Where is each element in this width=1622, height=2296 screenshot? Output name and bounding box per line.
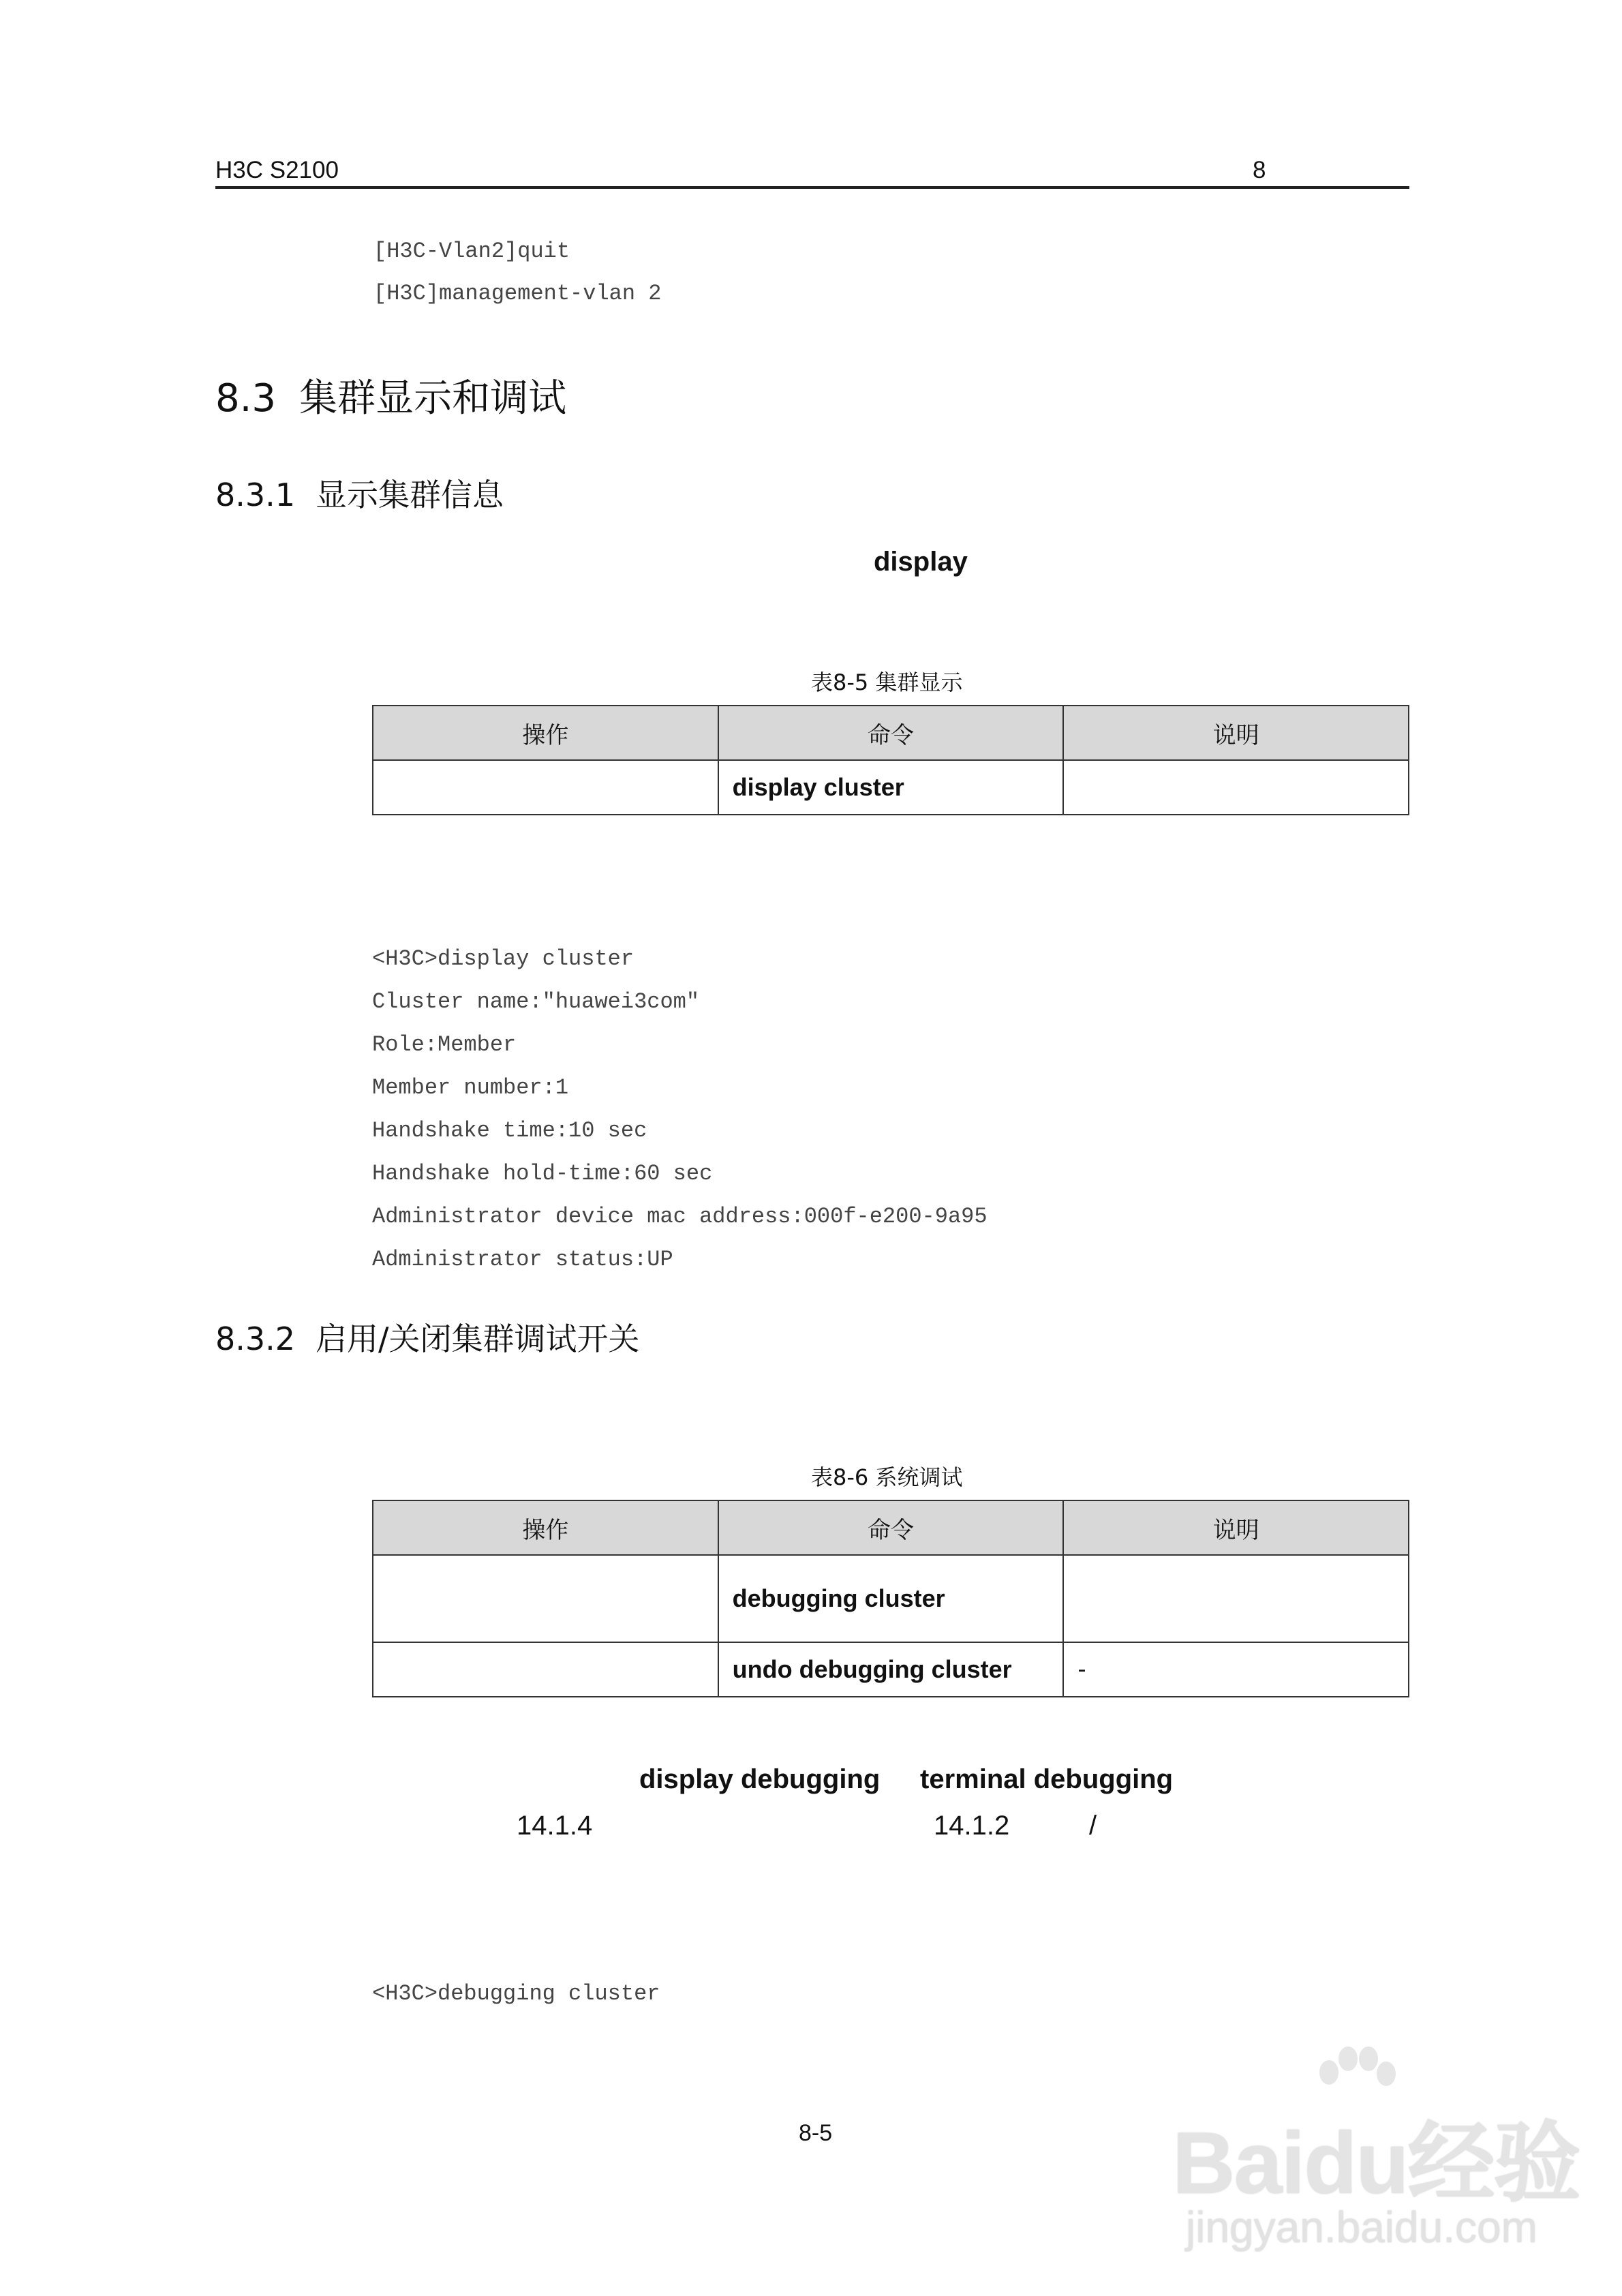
watermark-brand: Baidu经验 — [1172, 2115, 1580, 2212]
note-command-display-debugging: display debugging — [639, 1764, 881, 1794]
debugging-table — [372, 1500, 1409, 1697]
code-line: Handshake hold-time:60 sec — [372, 1161, 713, 1186]
cell-command: display cluster — [718, 760, 1064, 815]
display-keyword: display — [874, 547, 968, 577]
code-line: [H3C-Vlan2]quit — [373, 239, 570, 264]
table-row — [373, 760, 1409, 815]
table-header-row — [373, 706, 1409, 760]
cell-description — [1063, 760, 1409, 815]
code-line: Administrator status:UP — [372, 1247, 673, 1272]
header-rule — [215, 186, 1409, 189]
note-reference: 14.1.4 — [517, 1811, 593, 1841]
section-number: 8.3 — [215, 376, 277, 421]
note-command-terminal-debugging: terminal debugging — [920, 1764, 1174, 1794]
cell-operation — [373, 1642, 718, 1697]
table-row — [373, 1642, 1409, 1697]
subsection-title: 启用/关闭集群调试开关 — [316, 1320, 640, 1357]
table-row — [373, 1555, 1409, 1642]
section-heading — [215, 368, 566, 423]
table-header-row — [373, 1500, 1409, 1555]
baidu-watermark — [1172, 2045, 1580, 2270]
code-line: Cluster name:"huawei3com" — [372, 989, 700, 1014]
code-line: Handshake time:10 sec — [372, 1118, 647, 1143]
watermark-url: jingyan.baidu.com — [1186, 2203, 1537, 2252]
code-line: Role:Member — [372, 1032, 517, 1057]
code-line: [H3C]management-vlan 2 — [373, 281, 662, 306]
header-cell-command: 命令 — [718, 706, 1064, 760]
subsection-heading — [215, 1314, 640, 1359]
code-line: Administrator device mac address:000f-e200-9a95 — [372, 1204, 988, 1229]
header-page-number: 8 — [1253, 157, 1266, 183]
page-footer-number: 8-5 — [799, 2120, 833, 2146]
header-cell-command: 命令 — [718, 1500, 1064, 1555]
header-left: H3C S2100 — [215, 157, 339, 183]
subsection-number: 8.3.2 — [215, 1320, 296, 1357]
cluster-display-table — [372, 705, 1409, 815]
cell-description: - — [1063, 1642, 1409, 1697]
section-title: 集群显示和调试 — [299, 376, 567, 421]
code-line: Member number:1 — [372, 1075, 569, 1100]
note-reference: 14.1.2 — [934, 1811, 1010, 1841]
header-cell-description: 说明 — [1063, 706, 1409, 760]
cell-operation — [373, 760, 718, 815]
code-line: <H3C>debugging cluster — [372, 1981, 660, 2006]
cell-description — [1063, 1555, 1409, 1642]
table-caption: 表8-5 集群显示 — [811, 669, 963, 695]
note-slash: / — [1089, 1811, 1097, 1841]
header-cell-operation: 操作 — [373, 706, 718, 760]
cell-operation — [373, 1555, 718, 1642]
cell-command: debugging cluster — [718, 1555, 1064, 1642]
header-cell-description: 说明 — [1063, 1500, 1409, 1555]
subsection-title: 显示集群信息 — [316, 477, 504, 513]
subsection-number: 8.3.1 — [215, 477, 296, 513]
cell-command: undo debugging cluster — [718, 1642, 1064, 1697]
code-line: <H3C>display cluster — [372, 946, 634, 971]
subsection-heading — [215, 470, 504, 515]
header-cell-operation: 操作 — [373, 1500, 718, 1555]
table-caption: 表8-6 系统调试 — [811, 1464, 963, 1490]
